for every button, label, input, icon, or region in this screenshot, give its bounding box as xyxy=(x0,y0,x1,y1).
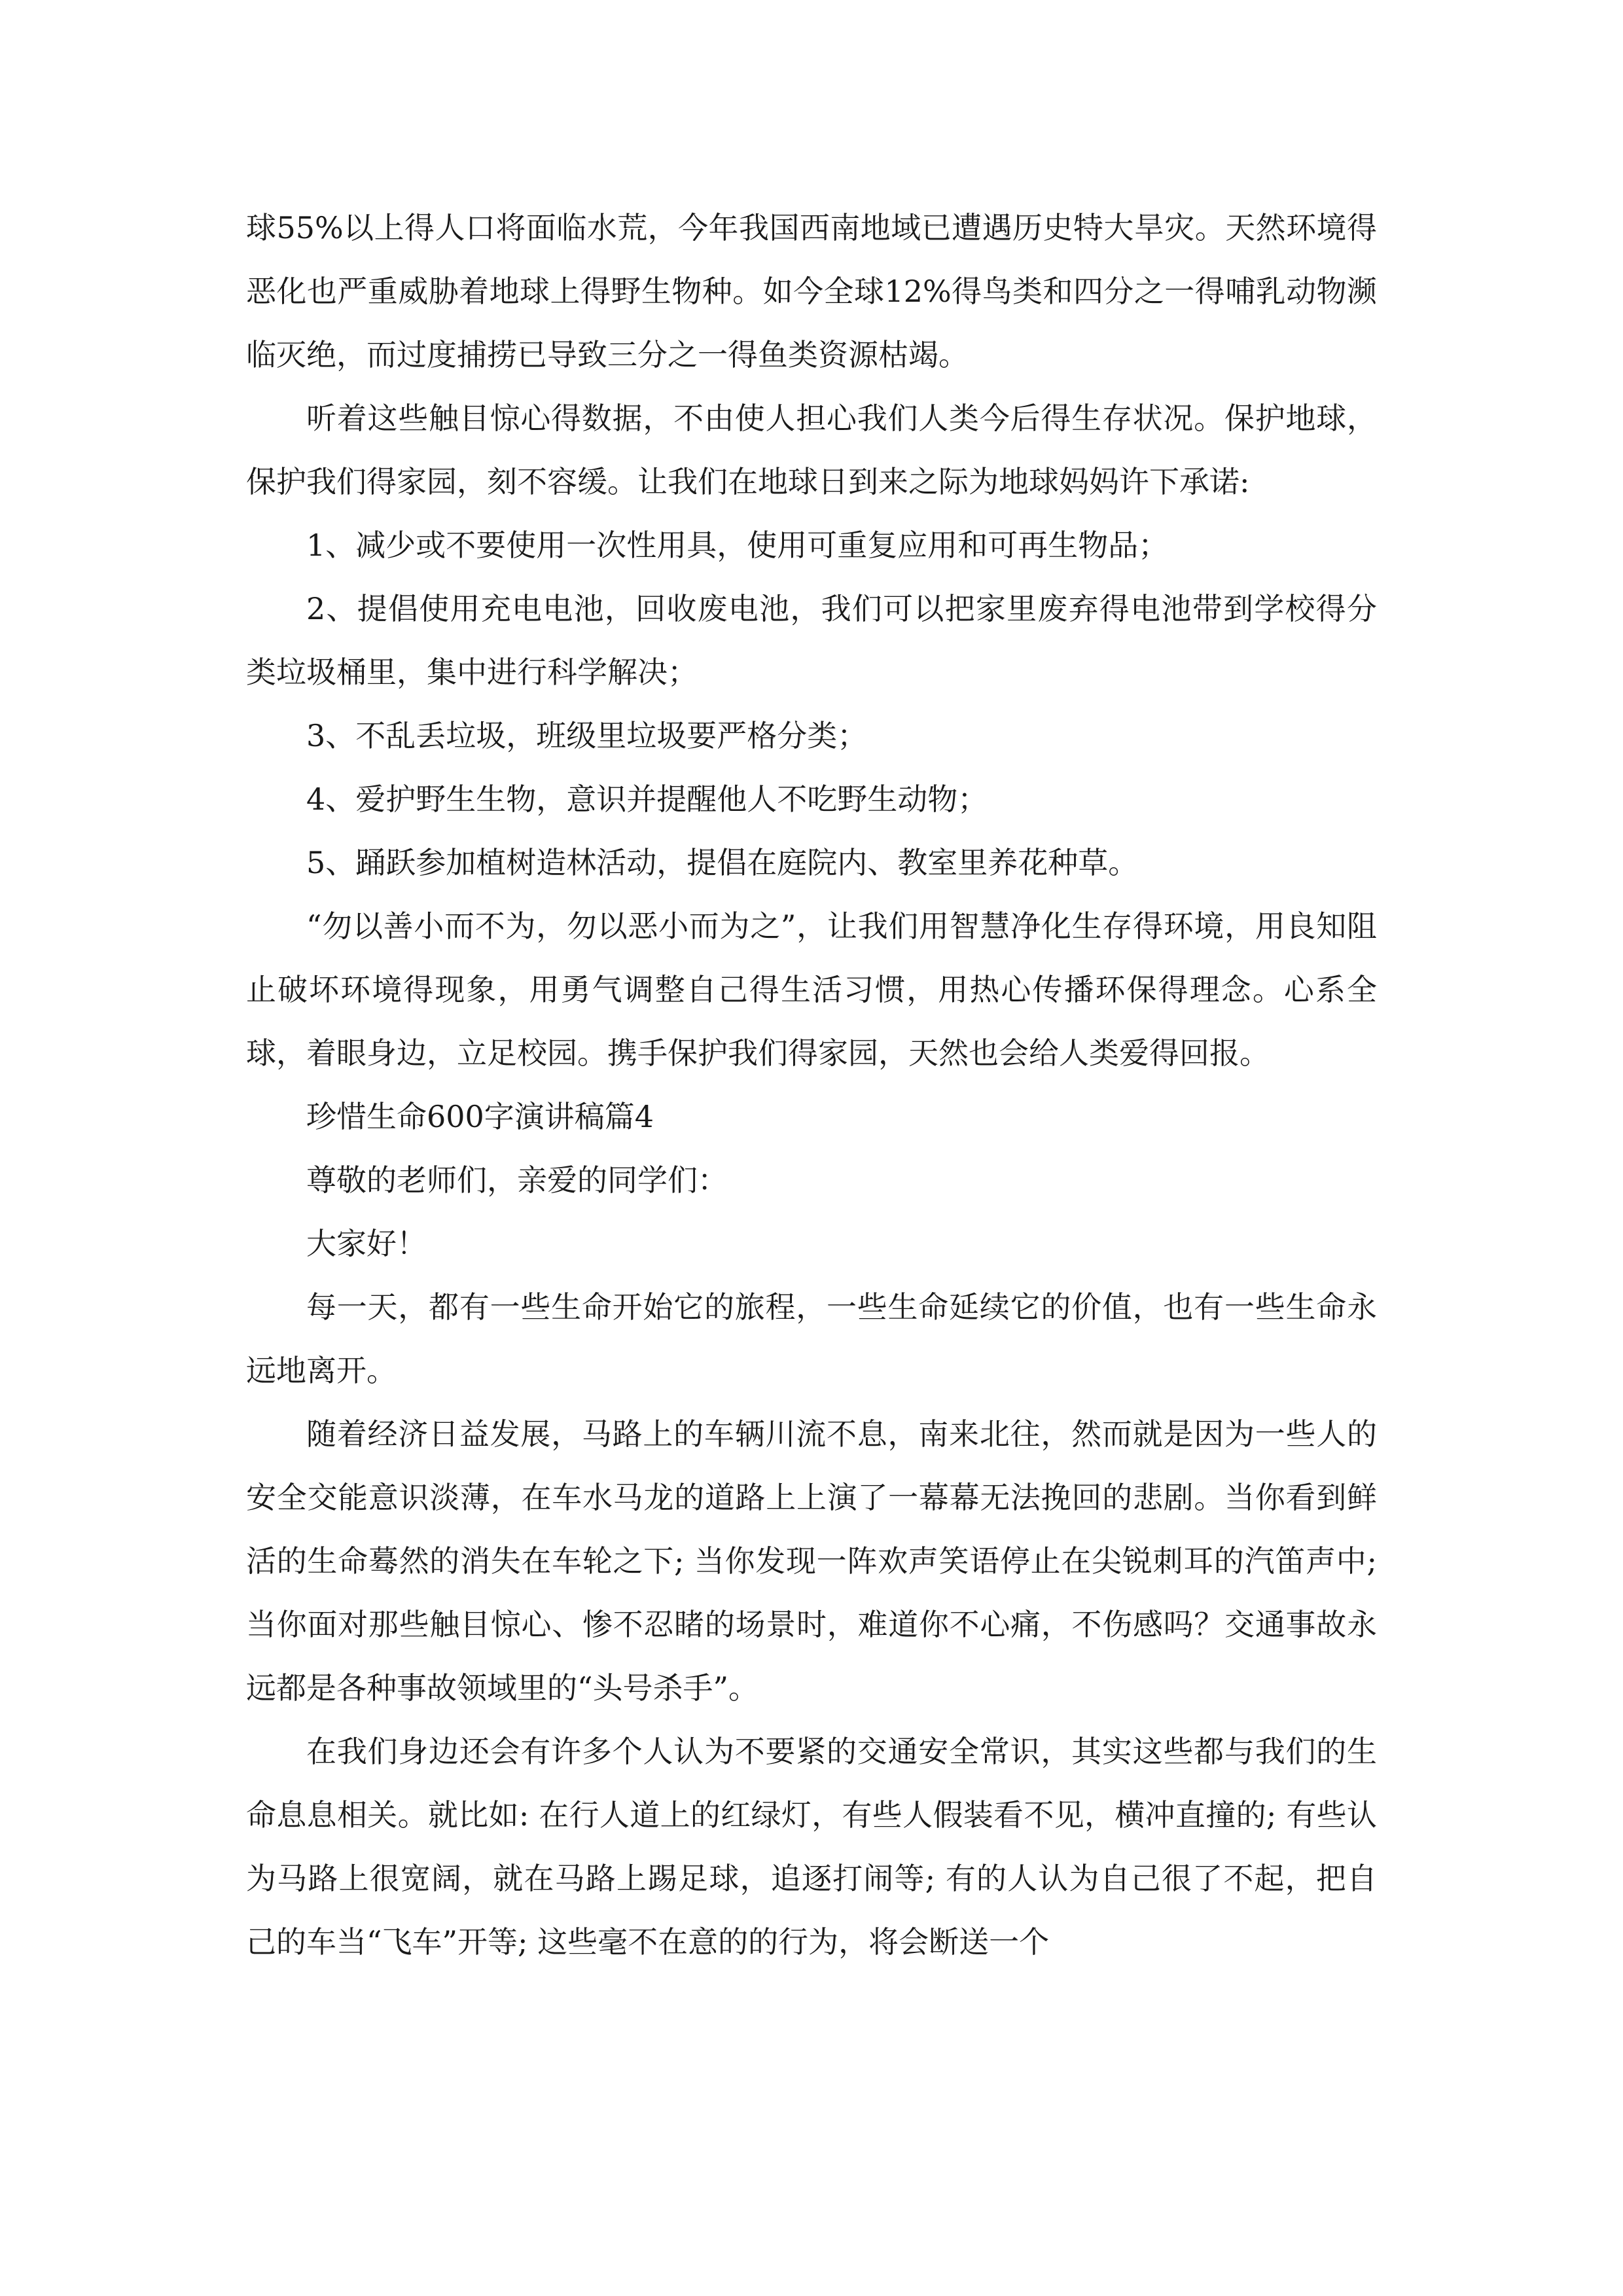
list-item-4: 4、爱护野生生物，意识并提醒他人不吃野生动物； xyxy=(306,781,988,817)
paragraph-water-crisis: 球55%以上得人口将面临水荒，今年我国西南地域已遭遇历史特大旱灾。天然环境得恶化也严重威胁着地球上得野生物种。如今全球12%得鸟类和四分之一得哺乳动物濒临灭绝，而过度捕捞已导致三分之一得鱼类资源枯竭。 xyxy=(246,210,1377,372)
document-page xyxy=(246,196,1377,1974)
paragraph-safety-knowledge: 在我们身边还会有许多个人认为不要紧的交通安全常识，其实这些都与我们的生命息息相关。就比如: 在行人道上的红绿灯，有些人假装看不见，横冲直撞的; 有些认为马路上很宽阔，就在马路上踢足球，追逐打闹等; 有的人认为自己很了不起，把自己的车当“飞车”开等; 这些毫不在意的的行为，将会断送一个 xyxy=(246,1734,1377,1960)
paragraph-protect-earth: 听着这些触目惊心得数据，不由使人担心我们人类今后得生存状况。保护地球，保护我们得家园，刻不容缓。让我们在地球日到来之际为地球妈妈许下承诺: xyxy=(246,401,1377,499)
greeting: 大家好！ xyxy=(306,1226,427,1261)
paragraph-closing-quote: “勿以善小而不为，勿以恶小而为之”，让我们用智慧净化生存得环境，用良知阻止破坏环境得现象，用勇气调整自己得生活习惯，用热心传播环保得理念。心系全球，着眼身边，立足校园。携手保护我们得家园，天然也会给人类爱得回报。 xyxy=(246,908,1377,1071)
section-heading: 珍惜生命600字演讲稿篇4 xyxy=(306,1099,654,1134)
paragraph-traffic-tragedy: 随着经济日益发展，马路上的车辆川流不息，南来北往，然而就是因为一些人的安全交能意识淡薄，在车水马龙的道路上上演了一幕幕无法挽回的悲剧。当你看到鲜活的生命蓦然的消失在车轮之下; 当你发现一阵欢声笑语停止在尖锐刺耳的汽笛声中; 当你面对那些触目惊心、惨不忍睹的场景时，难道你不心痛，不伤感吗？交通事故永远都是各种事故领域里的“头号杀手”。 xyxy=(246,1416,1377,1706)
list-item-2: 2、提倡使用充电电池，回收废电池，我们可以把家里废弃得电池带到学校得分类垃圾桶里，集中进行科学解决； xyxy=(246,591,1377,690)
paragraph-life-journey: 每一天，都有一些生命开始它的旅程，一些生命延续它的价值，也有一些生命永远地离开。 xyxy=(246,1289,1377,1388)
list-item-1: 1、减少或不要使用一次性用具，使用可重复应用和可再生物品； xyxy=(306,528,1169,563)
list-item-5: 5、踊跃参加植树造林活动，提倡在庭院内、教室里养花种草。 xyxy=(306,845,1139,880)
list-item-3: 3、不乱丢垃圾，班级里垃圾要严格分类； xyxy=(306,718,868,753)
salutation: 尊敬的老师们，亲爱的同学们： xyxy=(306,1162,728,1198)
